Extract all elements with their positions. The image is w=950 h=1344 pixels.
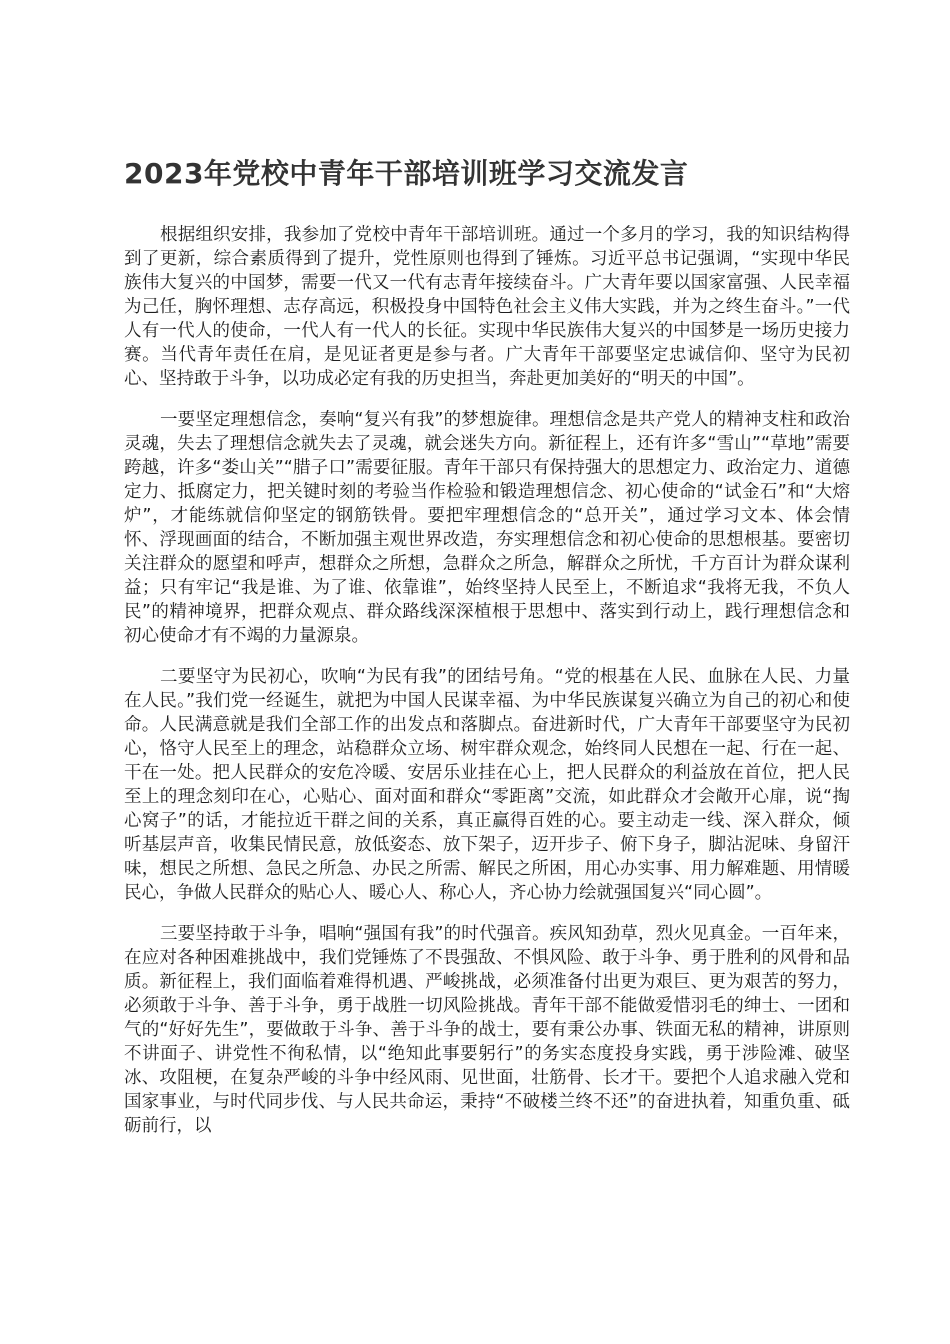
- paragraph-people: 二要坚守为民初心，吹响“为民有我”的团结号角。“党的根基在人民、血脉在人民、力量在人民。”我们党一经诞生，就把为中国人民谋幸福、为中华民族谋复兴确立为自己的初心和使命。人民满意就是我们全部工作的出发点和落脚点。奋进新时代，广大青年干部要坚守为民初心，恪守人民至上的理念，站稳群众立场、树牢群众观念，始终同人民想在一起、行在一起、干在一处。把人民群众的安危冷暖、安居乐业挂在心上，把人民群众的利益放在首位，把人民至上的理念刻印在心，心贴心、面对面和群众“零距离”交流，如此群众才会敞开心扉，说“掏心窝子”的话，才能拉近干群之间的关系，真正赢得百姓的心。要主动走一线、深入群众，倾听基层声音，收集民情民意，放低姿态、放下架子，迈开步子、俯下身子，脚沾泥味、身留汗味，想民之所想、急民之所急、办民之所需、解民之所困，用心办实事、用力解难题、用情暖民心，争做人民群众的贴心人、暖心人、称心人，齐心协力绘就强国复兴“同心圆”。: [124, 667, 850, 903]
- paragraph-intro: 根据组织安排，我参加了党校中青年干部培训班。通过一个多月的学习，我的知识结构得到了更新，综合素质得到了提升，党性原则也得到了锤炼。习近平总书记强调，“实现中华民族伟大复兴的中国梦，需要一代又一代有志青年接续奋斗。广大青年要以国家富强、人民幸福为己任，胸怀理想、志存高远，积极投身中国特色社会主义伟大实践，并为之终生奋斗。”一代人有一代人的使命，一代人有一代人的长征。实现中华民族伟大复兴的中国梦是一场历史接力赛。当代青年责任在肩，是见证者更是参与者。广大青年干部要坚定忠诚信仰、坚守为民初心、坚持敢于斗争，以功成必定有我的历史担当，奔赴更加美好的“明天的中国”。: [124, 225, 850, 389]
- document-title: 2023年党校中青年干部培训班学习交流发言: [124, 157, 689, 190]
- paragraph-struggle: 三要坚持敢于斗争，唱响“强国有我”的时代强音。疾风知劲草，烈火见真金。一百年来，在应对各种困难挑战中，我们党锤炼了不畏强敌、不惧风险、敢于斗争、勇于胜利的风骨和品质。新征程上，我们面临着难得机遇、严峻挑战，必须准备付出更为艰巨、更为艰苦的努力，必须敢于斗争、善于斗争，勇于战胜一切风险挑战。青年干部不能做爱惜羽毛的绅士、一团和气的“好好先生”，要做敢于斗争、善于斗争的战士，要有秉公办事、铁面无私的精神，讲原则不讲面子、讲党性不徇私情，以“绝知此事要躬行”的务实态度投身实践，勇于涉险滩、破坚冰、攻阻梗，在复杂严峻的斗争中经风雨、见世面，壮筋骨、长才干。要把个人追求融入党和国家事业，与时代同步伐、与人民共命运，秉持“不破楼兰终不还”的奋进执着，知重负重、砥砺前行，以: [124, 924, 850, 1136]
- paragraph-ideals: 一要坚定理想信念，奏响“复兴有我”的梦想旋律。理想信念是共产党人的精神支柱和政治灵魂，失去了理想信念就失去了灵魂，就会迷失方向。新征程上，还有许多“雪山”“草地”需要跨越，许多“娄山关”“腊子口”需要征服。青年干部只有保持强大的思想定力、政治定力、道德定力、抵腐定力，把关键时刻的考验当作检验和锻造理想信念、初心使命的“试金石”和“大熔炉”，才能练就信仰坚定的钢筋铁骨。要把牢理想信念的“总开关”，通过学习文本、体会情怀、浮现画面的结合，不断加强主观世界改造，夯实理想信念和初心使命的思想根基。要密切关注群众的愿望和呼声，想群众之所想，急群众之所急，解群众之所忧，千方百计为群众谋利益；只有牢记“我是谁、为了谁、依靠谁”，始终坚持人民至上，不断追求“我将无我，不负人民”的精神境界，把群众观点、群众路线深深植根于思想中、落实到行动上，践行理想信念和初心使命才有不竭的力量源泉。: [124, 410, 850, 646]
- document-page: [124, 150, 850, 1155]
